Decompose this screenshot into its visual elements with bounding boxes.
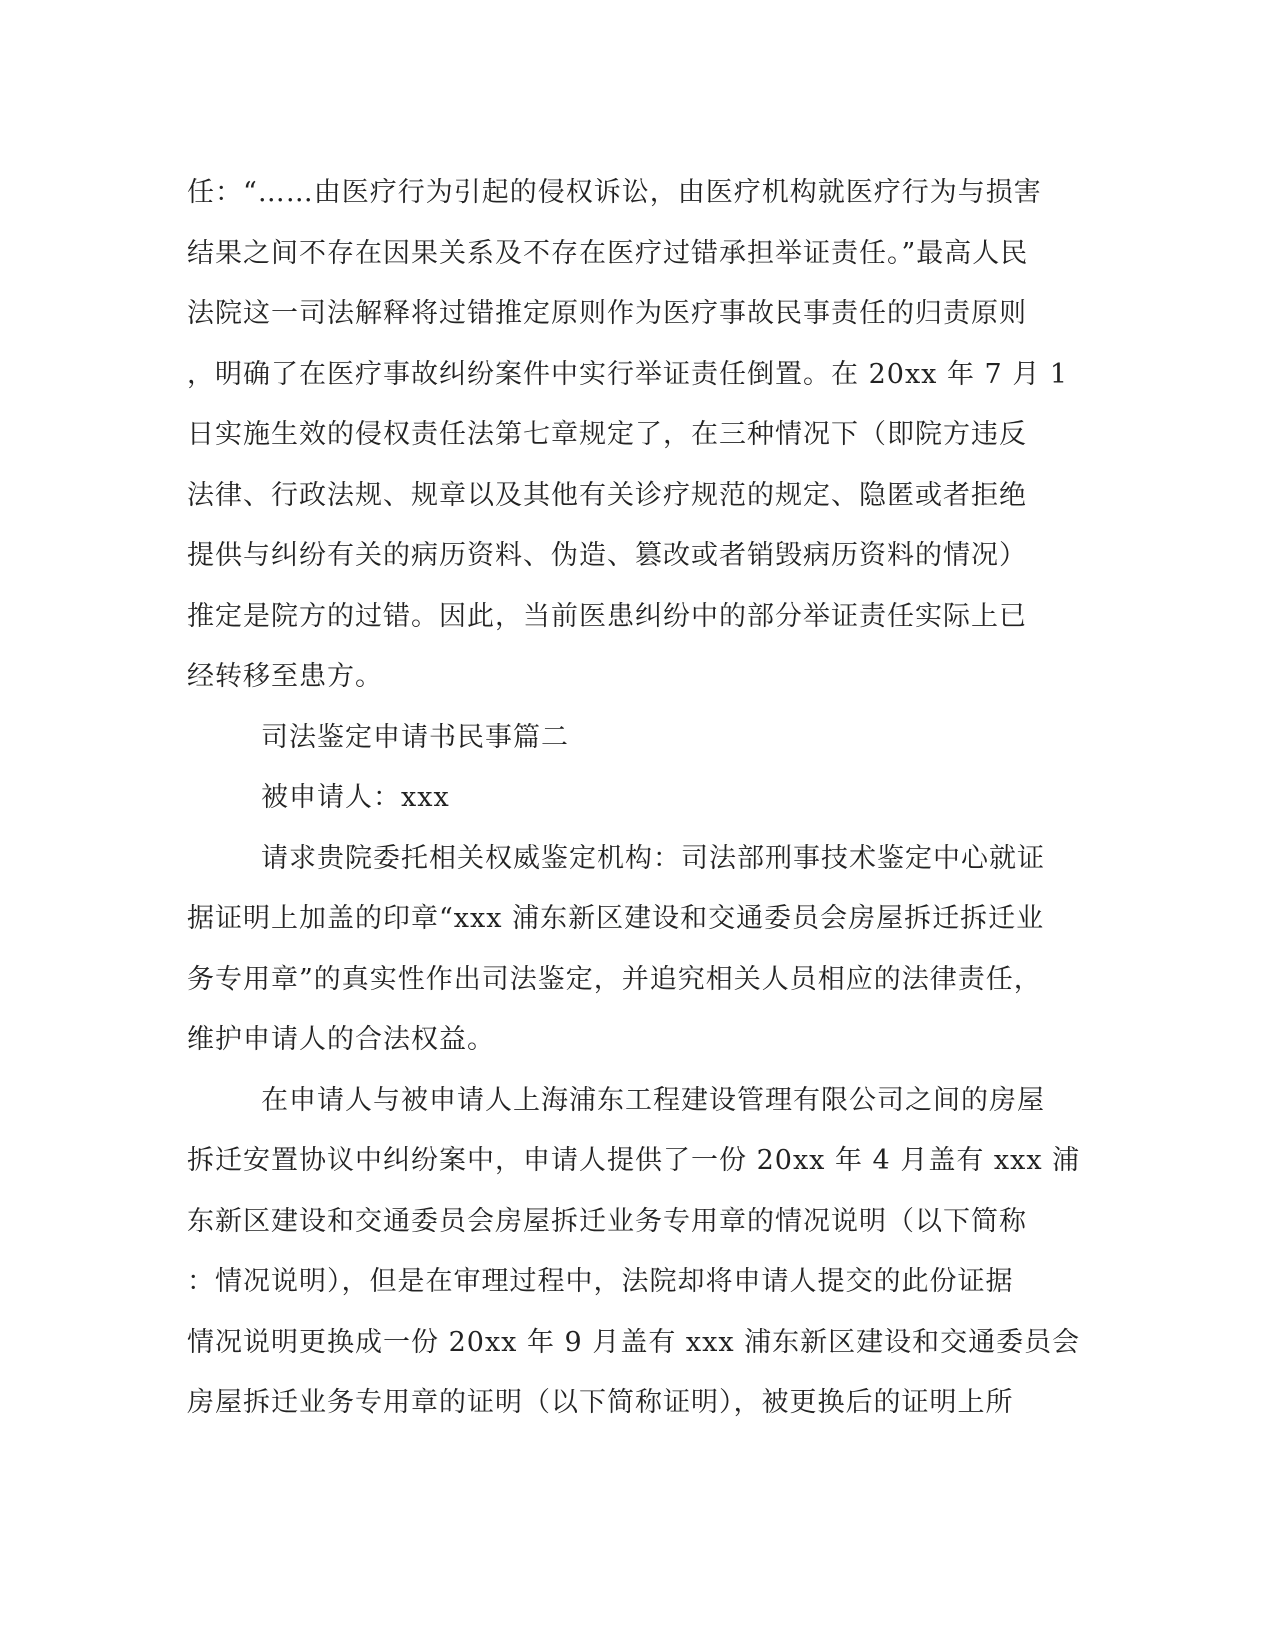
text-line: 法律、行政法规、规章以及其他有关诊疗规范的规定、隐匿或者拒绝: [187, 479, 1027, 511]
text-line: 任：“……由医疗行为引起的侵权诉讼，由医疗机构就医疗行为与损害: [187, 177, 1042, 208]
text-line: 法院这一司法解释将过错推定原则作为医疗事故民事责任的归责原则: [187, 298, 1027, 329]
respondent-line: 被申请人：xxx: [261, 782, 450, 813]
text-line: 东新区建设和交通委员会房屋拆迁业务专用章的情况说明（以下简称: [187, 1205, 1027, 1237]
text-line: ，明确了在医疗事故纠纷案件中实行举证责任倒置。在 20xx 年 7 月 1: [187, 358, 1069, 390]
section-heading: 司法鉴定申请书民事篇二: [261, 721, 569, 753]
text-line: 经转移至患方。: [187, 661, 383, 692]
text-line: 维护申请人的合法权益。: [187, 1024, 495, 1055]
text-line: ：情况说明），但是在审理过程中，法院却将申请人提交的此份证据: [187, 1266, 1014, 1297]
text-line: 务专用章”的真实性作出司法鉴定，并追究相关人员相应的法律责任，: [187, 963, 1042, 995]
text-line: 拆迁安置协议中纠纷案中，申请人提供了一份 20xx 年 4 月盖有 xxx 浦: [187, 1145, 1081, 1176]
text-line: 房屋拆迁业务专用章的证明（以下简称证明），被更换后的证明上所: [187, 1387, 1014, 1418]
text-line: 推定是院方的过错。因此，当前医患纠纷中的部分举证责任实际上已: [187, 600, 1027, 632]
text-line: 情况说明更换成一份 20xx 年 9 月盖有 xxx 浦东新区建设和交通委员会: [187, 1326, 1081, 1358]
text-line: 请求贵院委托相关权威鉴定机构：司法部刑事技术鉴定中心就证: [261, 842, 1045, 874]
text-line: 据证明上加盖的印章“xxx 浦东新区建设和交通委员会房屋拆迁拆迁业: [187, 903, 1045, 934]
text-line: 提供与纠纷有关的病历资料、伪造、篡改或者销毁病历资料的情况）: [187, 540, 1027, 571]
text-line: 结果之间不存在因果关系及不存在医疗过错承担举证责任。”最高人民: [187, 237, 1029, 269]
text-line: 在申请人与被申请人上海浦东工程建设管理有限公司之间的房屋: [261, 1084, 1045, 1116]
text-line: 日实施生效的侵权责任法第七章规定了，在三种情况下（即院方违反: [187, 419, 1027, 450]
document-body: [187, 163, 1081, 1434]
